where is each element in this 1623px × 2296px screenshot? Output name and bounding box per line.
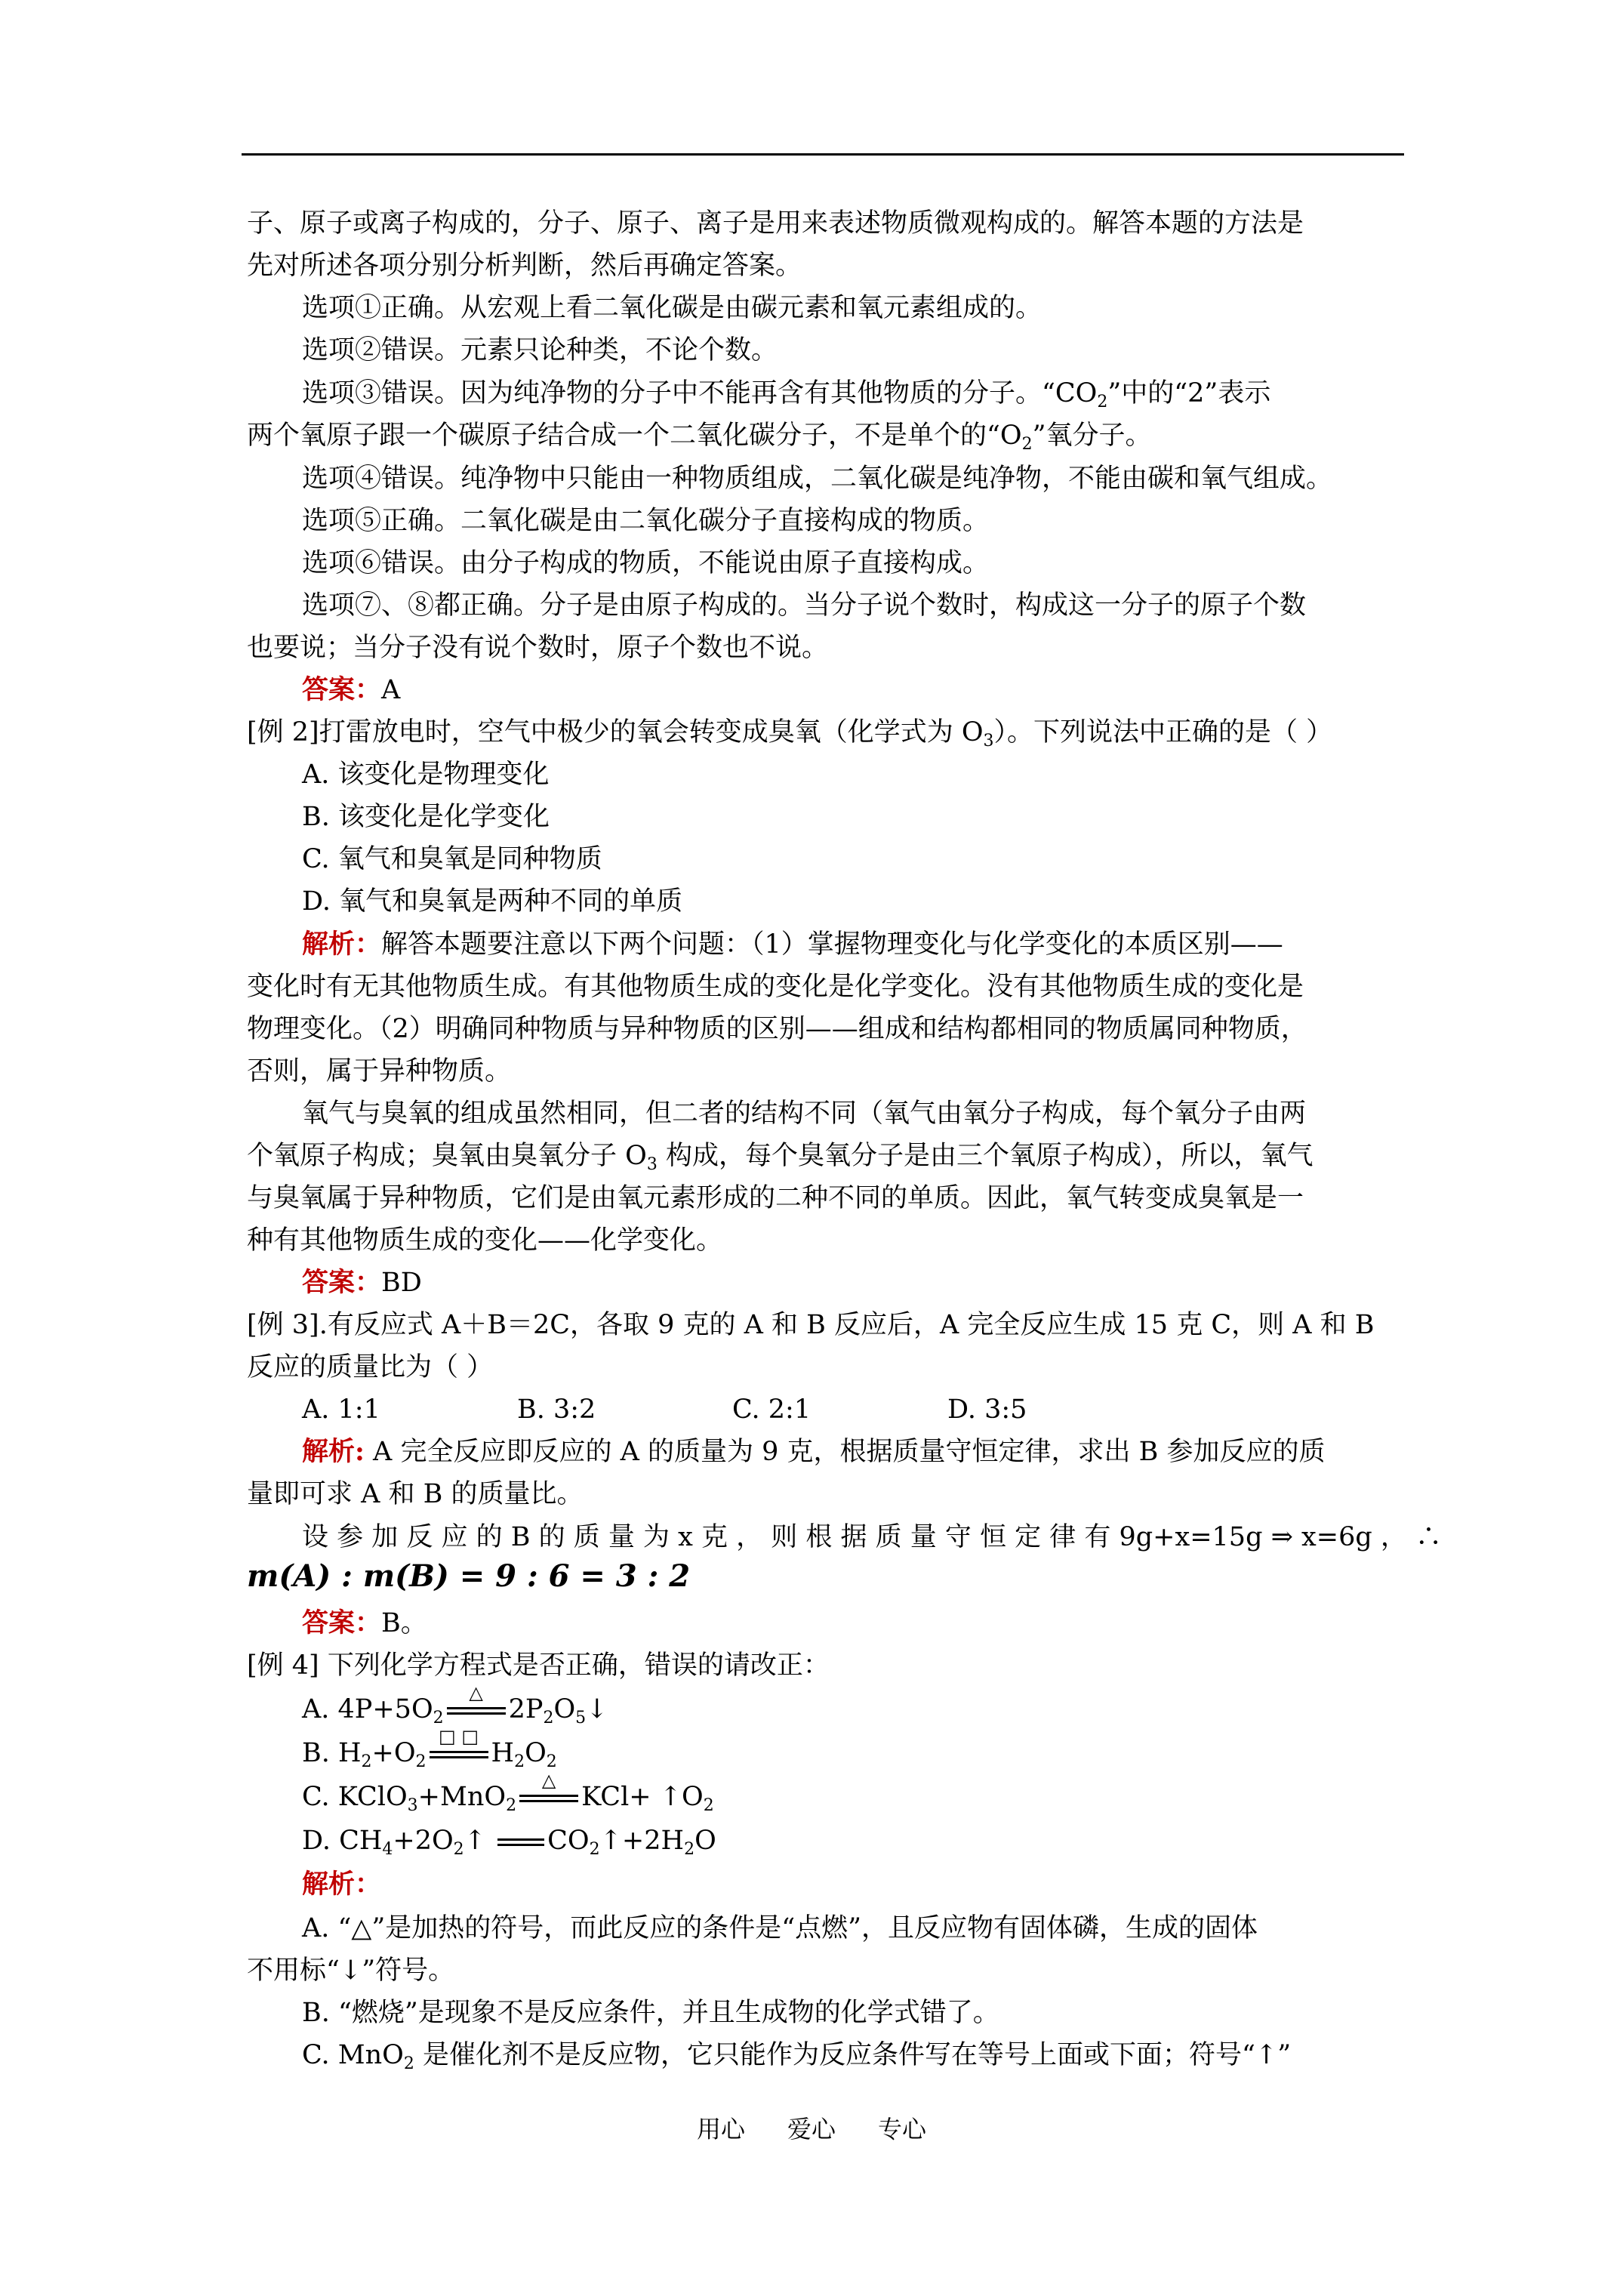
text-line: 个氧原子构成；臭氧由臭氧分子 $O_3$ 构成，每个臭氧分子是由三个氧原子构成），所以，氧气 bbox=[247, 1141, 1313, 1174]
text-line: 反应的质量比为（ ） bbox=[247, 1352, 494, 1382]
option-analysis-6: 选项⑥错误。由分子构成的物质，不能说由原子直接构成。 bbox=[302, 548, 990, 578]
analysis-label: 解析： bbox=[302, 1869, 382, 1900]
option-analysis-5: 选项⑤正确。二氧化碳是由二氧化碳分子直接构成的物质。 bbox=[302, 506, 990, 536]
choice-a: A. 1:1 bbox=[302, 1395, 380, 1425]
choice-b: B. 3:2 bbox=[517, 1395, 596, 1425]
header-rule bbox=[242, 153, 1404, 156]
heat-symbol: △ bbox=[541, 1770, 556, 1791]
text-line: 否则，属于异种物质。 bbox=[247, 1056, 512, 1086]
text-line: C. MnO$_2$ 是催化剂不是反应物，它只能作为反应条件写在等号上面或下面；符号“↑” bbox=[302, 2040, 1292, 2073]
equation-a: A. $4P+5O_2$ △ $2P_2O_5↓$ bbox=[302, 1682, 608, 1727]
answer-line bbox=[302, 1605, 427, 1644]
analysis-line: 解析：解答本题要注意以下两个问题：（1）掌握物理变化与化学变化的本质区别—— bbox=[302, 929, 1283, 960]
answer-label: 答案： bbox=[302, 1607, 382, 1638]
answer-value: B。 bbox=[381, 1608, 427, 1638]
equation-c: C. KClO$_3$+MnO$_2$ △ $KCl+ ↑O_2$ bbox=[302, 1770, 714, 1815]
heat-symbol: △ bbox=[469, 1682, 483, 1703]
text-line: 也要说；当分子没有说个数时，原子个数也不说。 bbox=[247, 633, 829, 663]
answer-label: 答案： bbox=[302, 674, 382, 705]
analysis-line: 解析: A 完全反应即反应的 A 的质量为 9 克，根据质量守恒定律，求出 B 参加反应的质 bbox=[302, 1436, 1326, 1467]
equation-d: D. $CH_4+2O_2↑$ $CO_2↑+2H_2O$ bbox=[302, 1826, 716, 1859]
text-line: 物理变化。（2）明确同种物质与异种物质的区别——组成和结构都相同的物质属同种物质， bbox=[247, 1014, 1307, 1044]
footer-item: 用心 bbox=[696, 2115, 745, 2143]
option-analysis-3: 选项③错误。因为纯净物的分子中不能再含有其他物质的分子。“$CO_2$”中的“2”表示 bbox=[302, 378, 1271, 411]
answer-value: BD bbox=[381, 1268, 422, 1298]
option-analysis-2: 选项②错误。元素只论种类，不论个数。 bbox=[302, 335, 778, 365]
text-line: 子、原子或离子构成的，分子、原子、离子是用来表述物质微观构成的。解答本题的方法是 bbox=[247, 208, 1304, 239]
page-footer bbox=[0, 2110, 1623, 2145]
example-2-question: [例 2]打雷放电时，空气中极少的氧会转变成臭氧（化学式为 $O_3$）。下列说法中正确的是（ ） bbox=[247, 717, 1333, 750]
example-4-question: [例 4] 下列化学方程式是否正确，错误的请改正： bbox=[247, 1650, 830, 1681]
text-line: B. “燃烧”是现象不是反应条件，并且生成物的化学式错了。 bbox=[302, 1998, 999, 2028]
choice-d: D. 3:5 bbox=[947, 1395, 1027, 1425]
choice-d: D. 氧气和臭氧是两种不同的单质 bbox=[302, 886, 683, 917]
choice-c: C. 2:1 bbox=[732, 1395, 812, 1425]
equation-b: B. $H_2+O_2$ □ □ $H_2O_2$ bbox=[302, 1726, 557, 1771]
example-3-question: [例 3].有反应式 A＋B＝2C，各取 9 克的 A 和 B 反应后，A 完全反应生成 15 克 C，则 A 和 B bbox=[247, 1310, 1375, 1340]
choices-row bbox=[302, 1391, 1163, 1431]
text-line: 不用标“↓”符号。 bbox=[247, 1955, 455, 1986]
answer-line bbox=[302, 1265, 422, 1304]
text-line: 先对所述各项分别分析判断，然后再确定答案。 bbox=[247, 251, 802, 281]
text-line: 量即可求 A 和 B 的质量比。 bbox=[247, 1479, 584, 1509]
answer-label: 答案： bbox=[302, 1267, 382, 1298]
choice-a: A. 该变化是物理变化 bbox=[302, 760, 550, 790]
text-line: 氧气与臭氧的组成虽然相同，但二者的结构不同（氧气由氧分子构成，每个氧分子由两 bbox=[302, 1099, 1307, 1129]
option-analysis-1: 选项①正确。从宏观上看二氧化碳是由碳元素和氧元素组成的。 bbox=[302, 293, 1042, 323]
analysis-label: 解析: bbox=[302, 1436, 365, 1467]
answer-value: A bbox=[381, 675, 401, 705]
analysis-line bbox=[302, 1866, 381, 1906]
analysis-label: 解析： bbox=[302, 929, 382, 960]
option-analysis-4: 选项④错误。纯净物中只能由一种物质组成，二氧化碳是纯净物，不能由碳和氧气组成。 bbox=[302, 464, 1333, 494]
text-line: A. “△”是加热的符号，而此反应的条件是“点燃”，且反应物有固体磷，生成的固体 bbox=[302, 1913, 1258, 1943]
choice-c: C. 氧气和臭氧是同种物质 bbox=[302, 844, 602, 874]
text-line: 两个氧原子跟一个碳原子结合成一个二氧化碳分子，不是单个的“$O_2$”氧分子。 bbox=[247, 421, 1152, 454]
mass-ratio-formula: m(A) : m(B) = 9 : 6 = 3 : 2 bbox=[247, 1558, 691, 1594]
condition-placeholder: □ □ bbox=[439, 1726, 479, 1747]
solution-line: 设 参 加 反 应 的 B 的 质 量 为 x 克 ， 则 根 据 质 量 守 恒 定 律 有 9g+x=15g ⇒ x=6g ， ∴ bbox=[302, 1522, 1443, 1552]
answer-line bbox=[302, 672, 400, 711]
footer-item: 爱心 bbox=[787, 2115, 836, 2143]
choice-b: B. 该变化是化学变化 bbox=[302, 802, 550, 832]
text-line: 种有其他物质生成的变化——化学变化。 bbox=[247, 1225, 723, 1256]
text-line: 与臭氧属于异种物质，它们是由氧元素形成的二种不同的单质。因此，氧气转变成臭氧是一 bbox=[247, 1183, 1304, 1213]
option-analysis-7: 选项⑦、⑧都正确。分子是由原子构成的。当分子说个数时，构成这一分子的原子个数 bbox=[302, 590, 1307, 621]
text-line: 变化时有无其他物质生成。有其他物质生成的变化是化学变化。没有其他物质生成的变化是 bbox=[247, 972, 1304, 1002]
footer-item: 专心 bbox=[878, 2115, 927, 2143]
